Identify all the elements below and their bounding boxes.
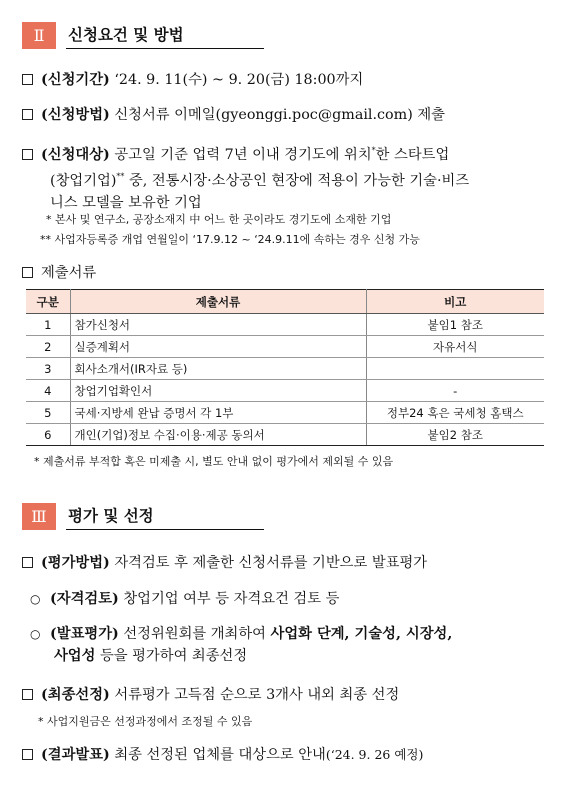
footnote-mark: * [371, 146, 376, 155]
footnote-mark: ** [116, 171, 125, 181]
section-2-header [22, 22, 264, 49]
table-row [26, 336, 544, 358]
target-text-4: 중, 전통시장·소상공인 현장에 적용이 가능한 기술·비즈 [124, 172, 470, 189]
checkbox-square-icon [22, 689, 33, 700]
target-text-2: 한 스타트업 [375, 146, 450, 163]
row-number: 3 [26, 358, 70, 380]
final-selection [22, 684, 399, 706]
announce-date: (‘24. 9. 26 예정) [325, 747, 424, 762]
table-row [26, 402, 544, 424]
application-period [22, 69, 363, 91]
document-name: 국세·지방세 완납 증명서 각 1부 [70, 402, 366, 424]
table-row [26, 314, 544, 336]
target-text-1: 공고일 기준 업력 7년 이내 경기도에 위치 [114, 146, 372, 163]
item-label: (자격검토) [50, 591, 119, 607]
checkbox-square-icon [22, 749, 33, 760]
item-text: 창업기업 여부 등 자격요건 검토 등 [123, 591, 340, 607]
documents-footnote: * 제출서류 부적합 혹은 미제출 시, 별도 안내 없이 평가에서 제외될 수 있음 [34, 455, 394, 468]
row-number: 4 [26, 380, 70, 402]
row-number: 6 [26, 424, 70, 446]
item-text: ‘24. 9. 11(수) ~ 9. 20(금) 18:00까지 [114, 72, 364, 88]
item-label: (신청방법) [41, 107, 110, 123]
document-note: 붙임2 참조 [366, 424, 544, 446]
presentation-evaluation [30, 623, 550, 667]
pres-text-2: 등을 평가하여 최종선정 [95, 648, 248, 664]
row-number: 5 [26, 402, 70, 424]
item-label: (신청대상) [41, 146, 110, 163]
circle-bullet-icon: ○ [30, 592, 41, 606]
target-text-5: 니스 모델을 보유한 기업 [50, 194, 202, 211]
document-name: 개인(기업)정보 수집·이용·제공 동의서 [70, 424, 366, 446]
document-note: 자유서식 [366, 336, 544, 358]
table-header-row [26, 290, 544, 314]
table-row [26, 358, 544, 380]
item-label: (신청기간) [41, 72, 110, 88]
item-text: 신청서류 이메일(gyeonggi.poc@gmail.com) 제출 [114, 107, 445, 123]
section-number-badge: Ⅲ [22, 503, 56, 530]
final-selection-note: * 사업지원금은 선정과정에서 조정될 수 있음 [38, 715, 253, 728]
row-number: 1 [26, 314, 70, 336]
checkbox-square-icon [22, 557, 33, 568]
table-row [26, 380, 544, 402]
item-label: (결과발표) [41, 747, 110, 763]
pres-text-1: 선정위원회를 개최하여 [123, 626, 271, 642]
item-label: 제출서류 [41, 265, 97, 281]
pres-text-bold-2: 사업성 [54, 648, 96, 664]
qualification-review [30, 588, 339, 610]
target-footnote-1: * 본사 및 연구소, 공장소재지 中 어느 한 곳이라도 경기도에 소재한 기업 [46, 213, 392, 226]
document-name: 회사소개서(IR자료 등) [70, 358, 366, 380]
column-header: 비고 [366, 290, 544, 314]
document-note: 정부24 혹은 국세청 홈택스 [366, 402, 544, 424]
column-header: 구분 [26, 290, 70, 314]
table-row [26, 424, 544, 446]
section-3-header [22, 503, 264, 530]
checkbox-square-icon [22, 267, 33, 278]
submission-documents [22, 262, 96, 284]
document-note: 붙임1 참조 [366, 314, 544, 336]
circle-bullet-icon: ○ [30, 627, 41, 641]
document-note [366, 358, 544, 380]
pres-text-bold-1: 사업화 단계, 기술성, 시장성, [270, 626, 453, 642]
row-number: 2 [26, 336, 70, 358]
item-label: (발표평가) [50, 626, 119, 642]
column-header: 제출서류 [70, 290, 366, 314]
item-label: (평가방법) [41, 555, 110, 571]
section-title: 평가 및 선정 [66, 506, 264, 530]
document-name: 참가신청서 [70, 314, 366, 336]
checkbox-square-icon [22, 149, 33, 160]
target-footnote-2: ** 사업자등록증 개업 연월일이 ‘17.9.12 ~ ‘24.9.11에 속하는 경우 신청 가능 [40, 233, 420, 246]
item-text: 서류평가 고득점 순으로 3개사 내외 최종 선정 [114, 687, 400, 703]
item-text: 최종 선정된 업체를 대상으로 안내 [114, 747, 326, 763]
result-announcement [22, 744, 423, 766]
item-label: (최종선정) [41, 687, 110, 703]
document-name: 실증계획서 [70, 336, 366, 358]
application-method [22, 104, 445, 126]
document-note: - [366, 380, 544, 402]
document-name: 창업기업확인서 [70, 380, 366, 402]
target-text-3: (창업기업) [50, 172, 117, 189]
documents-table [26, 289, 544, 446]
item-text: 자격검토 후 제출한 신청서류를 기반으로 발표평가 [114, 555, 428, 571]
evaluation-method [22, 552, 427, 574]
checkbox-square-icon [22, 109, 33, 120]
section-title: 신청요건 및 방법 [66, 25, 264, 49]
section-number-badge: Ⅱ [22, 22, 56, 49]
application-target [22, 140, 552, 214]
checkbox-square-icon [22, 74, 33, 85]
